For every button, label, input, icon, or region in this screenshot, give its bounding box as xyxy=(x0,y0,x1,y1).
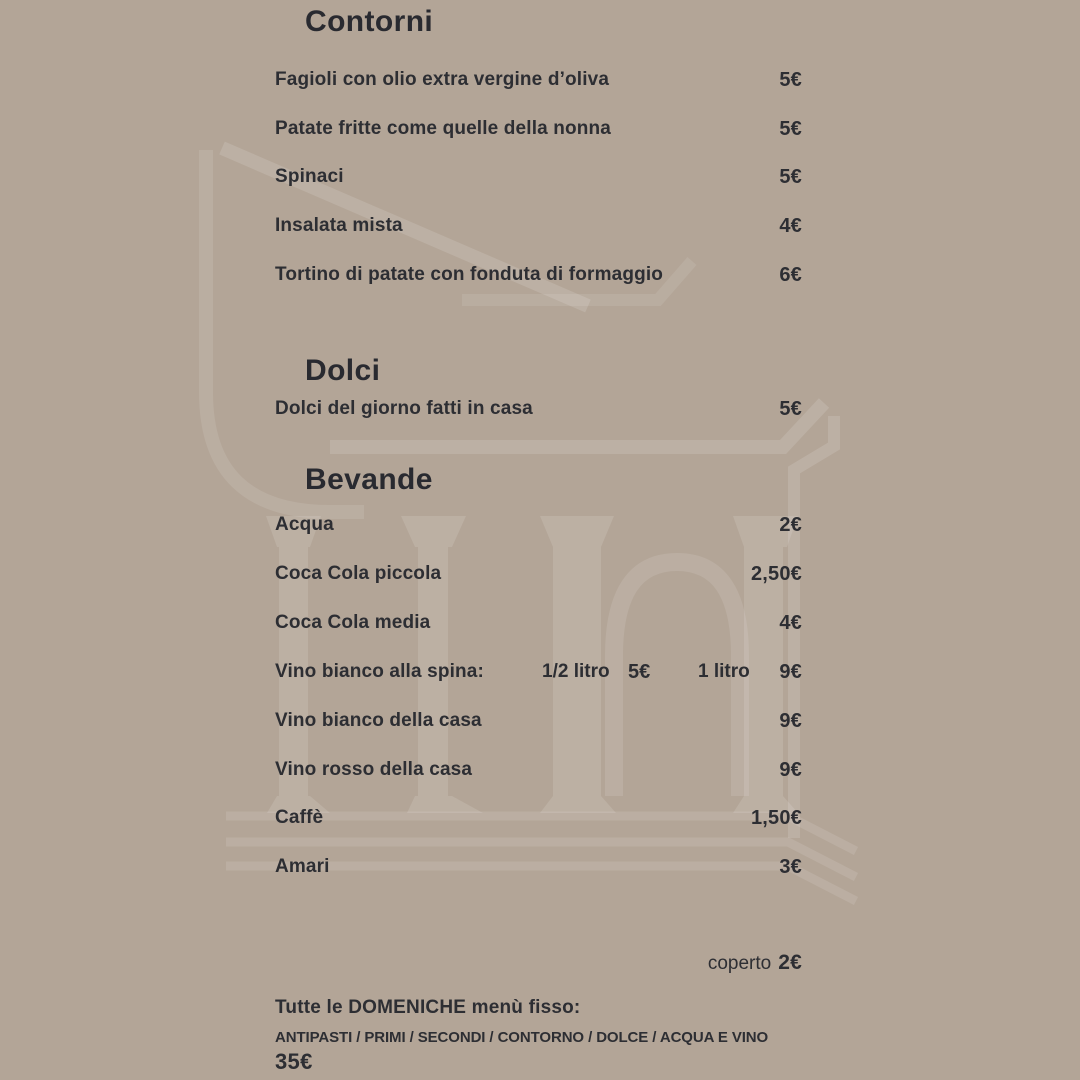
item-variant-size: 1/2 litro xyxy=(542,661,610,682)
menu-item-row xyxy=(275,853,802,881)
item-price: 2,50€ xyxy=(750,563,802,585)
item-name: Dolci del giorno fatti in casa xyxy=(275,398,533,419)
menu-item-row xyxy=(275,756,802,784)
menu-item-row xyxy=(275,261,802,289)
item-name: Vino bianco alla spina: xyxy=(275,661,484,682)
item-price: 5€ xyxy=(779,166,802,188)
fixed-menu-price: 35€ xyxy=(275,1049,313,1074)
item-price: 6€ xyxy=(779,264,802,286)
item-name: Coca Cola piccola xyxy=(275,563,442,584)
item-price: 4€ xyxy=(779,612,802,634)
item-name: Caffè xyxy=(275,807,324,828)
menu-item-row xyxy=(275,395,802,423)
item-name: Amari xyxy=(275,856,330,877)
item-price: 3€ xyxy=(779,856,802,878)
menu-item-row xyxy=(275,115,802,143)
menu-item-row xyxy=(275,707,802,735)
item-name: Acqua xyxy=(275,514,334,535)
menu-item-row xyxy=(275,511,802,539)
menu-item-row xyxy=(275,560,802,588)
item-price: 9€ xyxy=(779,759,802,781)
item-price: 1,50€ xyxy=(750,807,802,829)
item-price: 4€ xyxy=(779,215,802,237)
menu-item-row xyxy=(275,66,802,94)
item-name: Fagioli con olio extra vergine d’oliva xyxy=(275,69,610,90)
item-name: Tortino di patate con fonduta di formaggio xyxy=(275,264,664,285)
coperto-label: coperto xyxy=(707,953,772,974)
coperto-row xyxy=(275,949,802,977)
item-variant-price: 9€ xyxy=(779,661,802,683)
section-title-dolci: Dolci xyxy=(305,354,381,387)
coperto-price: 2€ xyxy=(778,951,802,974)
item-price: 5€ xyxy=(779,398,802,420)
item-name: Coca Cola media xyxy=(275,612,431,633)
menu-item-row xyxy=(275,163,802,191)
item-name: Vino rosso della casa xyxy=(275,759,473,780)
item-name: Spinaci xyxy=(275,166,344,187)
menu-item-row xyxy=(275,804,802,832)
fixed-menu-intro: Tutte le DOMENICHE menù fisso: xyxy=(275,997,581,1018)
menu-item-row xyxy=(275,212,802,240)
item-price: 5€ xyxy=(779,69,802,91)
section-title-bevande: Bevande xyxy=(305,463,433,496)
item-price: 5€ xyxy=(779,118,802,140)
item-price: 9€ xyxy=(779,710,802,732)
item-variant-size: 1 litro xyxy=(698,661,750,682)
fixed-menu-price-row xyxy=(275,1048,802,1076)
fixed-menu-intro-row xyxy=(275,994,802,1022)
item-name: Patate fritte come quelle della nonna xyxy=(275,118,612,139)
section-title-contorni: Contorni xyxy=(305,5,434,38)
menu-item-row xyxy=(275,658,802,686)
item-name: Insalata mista xyxy=(275,215,403,236)
item-price: 2€ xyxy=(779,514,802,536)
item-name: Vino bianco della casa xyxy=(275,710,482,731)
menu-item-row xyxy=(275,609,802,637)
item-variant-price: 5€ xyxy=(628,661,651,683)
fixed-menu-courses: ANTIPASTI / PRIMI / SECONDI / CONTORNO / DOLCE / ACQUA E VINO xyxy=(275,1029,769,1046)
